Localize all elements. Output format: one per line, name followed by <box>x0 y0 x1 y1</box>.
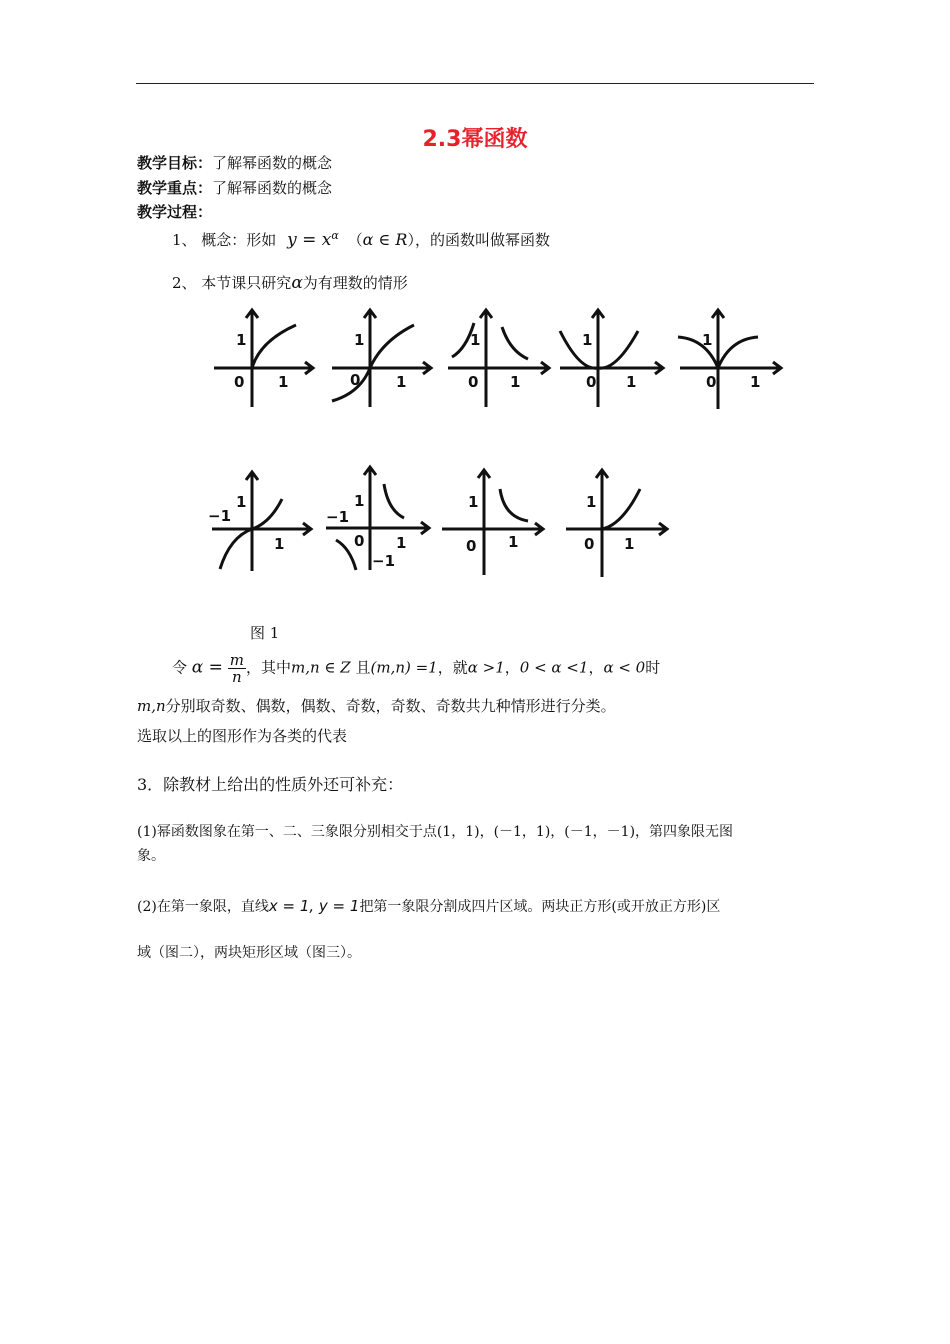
tick-zero: 0 <box>584 535 595 553</box>
graph-2 <box>326 305 438 413</box>
tick-zero: 0 <box>468 373 479 391</box>
property-1-line-1: (1)幂函数图象在第一、二、三象限分别相交于点(1，1)，(－1，1)，(－1，－1)，第四象限无图 <box>137 824 734 840</box>
graph-7 <box>322 462 434 574</box>
item1-line <box>172 229 550 250</box>
tick-one: 1 <box>510 373 521 391</box>
page-title: 2.3幂函数 <box>422 127 528 152</box>
tick-one: 1 <box>624 535 635 553</box>
tick-one: 1 <box>236 331 247 349</box>
mn-text: 分别取奇数、偶数，偶数、奇数，奇数、奇数共九种情形进行分类。 <box>165 697 616 715</box>
let-sep2: ， <box>588 658 604 677</box>
tick-one: 1 <box>586 493 597 511</box>
tick-zero: 0 <box>234 373 245 391</box>
property-2-line-1 <box>137 896 720 916</box>
tick-neg-one: −1 <box>326 508 350 526</box>
let-num: m <box>229 651 244 669</box>
goal-label: 教学目标： <box>137 154 213 172</box>
item1-suffix: ，的函数叫做幂函数 <box>414 231 550 249</box>
graph-1 <box>208 305 320 413</box>
let-mn-in-z: m,n ∈ Z <box>290 658 351 677</box>
item1-paren-close: ） <box>407 231 415 249</box>
section-3-heading: 3．除教材上给出的性质外还可补充： <box>137 775 404 794</box>
item1-paren-open: （ <box>347 231 363 249</box>
property-2-suffix: 把第一象限分割成四片区域。两块正方形(或开放正方形)区 <box>359 899 721 915</box>
tick-one: 1 <box>354 331 365 349</box>
item1-prefix: 1、 概念：形如 <box>172 231 277 249</box>
key-line <box>137 177 332 198</box>
tick-one: 1 <box>236 493 247 511</box>
graph-9 <box>562 465 674 577</box>
property-2-formula: x = 1, y = 1 <box>268 897 360 915</box>
key-text: 了解幂函数的概念 <box>212 179 333 197</box>
tick-one: 1 <box>750 373 761 391</box>
tick-one: 1 <box>626 373 637 391</box>
let-alpha: α = <box>191 657 223 678</box>
let-cond1: α >1 <box>467 658 505 677</box>
tick-zero: 0 <box>706 373 717 391</box>
item1-formula: y = x <box>287 230 332 250</box>
property-2-line-2: 域（图二），两块矩形区域（图三）。 <box>137 945 361 961</box>
graph-6 <box>206 465 318 575</box>
item1-cond: α ∈ R <box>362 230 408 249</box>
tick-zero: 0 <box>354 532 365 550</box>
let-cond2: 0 < α <1 <box>519 658 589 677</box>
tick-one: 1 <box>468 493 479 511</box>
item2-prefix: 2、 本节课只研究 <box>172 274 292 292</box>
tick-neg-one: −1 <box>208 507 232 525</box>
tick-zero: 0 <box>350 371 361 389</box>
tick-zero: 0 <box>466 537 477 555</box>
let-prefix: 令 <box>172 658 188 677</box>
let-line <box>172 652 660 685</box>
let-and: 且 <box>350 658 371 677</box>
item2-alpha: α <box>291 273 303 293</box>
let-den: n <box>232 668 242 686</box>
tick-one: 1 <box>354 492 365 510</box>
graph-8 <box>440 465 552 577</box>
tick-one: 1 <box>582 331 593 349</box>
goal-text: 了解幂函数的概念 <box>212 154 333 172</box>
select-text: 选取以上的图形作为各类的代表 <box>137 727 348 745</box>
tick-one: 1 <box>278 373 289 391</box>
let-when: 时 <box>645 658 661 677</box>
let-cond3: α < 0 <box>603 658 646 677</box>
mn-label: m,n <box>137 697 166 715</box>
figure-caption: 图 1 <box>250 624 280 642</box>
mn-line <box>137 695 616 716</box>
key-label: 教学重点： <box>137 179 213 197</box>
graph-3 <box>444 305 556 413</box>
tick-one: 1 <box>396 373 407 391</box>
tick-one: 1 <box>396 534 407 552</box>
item2-line <box>172 272 408 293</box>
property-1-line-2: 象。 <box>137 848 165 864</box>
graph-5 <box>676 305 788 413</box>
item1-exp: α <box>331 229 339 242</box>
tick-one: 1 <box>470 331 481 349</box>
let-rest-2: ，就 <box>437 658 468 677</box>
property-2-prefix: (2)在第一象限，直线 <box>137 899 269 915</box>
tick-zero: 0 <box>586 373 597 391</box>
let-fraction <box>228 652 246 685</box>
let-gcd: (m,n) =1 <box>370 658 438 677</box>
header-rule <box>136 83 814 84</box>
tick-one: 1 <box>508 533 519 551</box>
item2-suffix: 为有理数的情形 <box>302 274 408 292</box>
process-label: 教学过程： <box>137 203 213 221</box>
tick-neg-one: −1 <box>372 552 396 570</box>
let-sep: ， <box>504 658 520 677</box>
let-rest-1: ，其中 <box>245 658 291 677</box>
tick-one: 1 <box>702 331 713 349</box>
goal-line <box>137 152 332 173</box>
tick-one: 1 <box>274 535 285 553</box>
graph-4 <box>556 305 668 413</box>
